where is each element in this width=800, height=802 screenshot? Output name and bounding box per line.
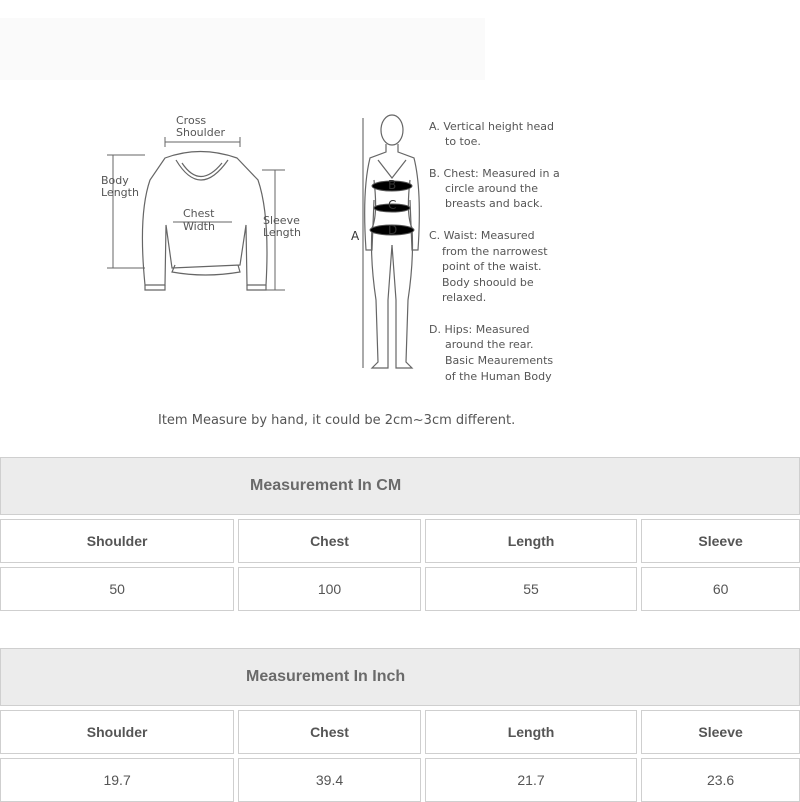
value-chest: 100 [238,567,421,611]
human-figure-illustration [365,115,420,368]
table-cm-header-row [0,515,800,563]
table-cm [0,457,800,611]
legend-c-3: point of the waist. [442,260,542,273]
header-shoulder: Shoulder [0,519,234,563]
sleeve-length-label-2: Length [263,226,301,239]
legend-d-3: Basic Meaurements [445,354,554,367]
table-inch-header-row [0,706,800,754]
header-length: Length [425,519,637,563]
table-inch-value-row [0,754,800,802]
legend-b-1: B. Chest: Measured in a [429,167,560,180]
marker-b: B [388,178,397,192]
legend-c-1: C. Waist: Measured [429,229,535,242]
legend-b-2: circle around the [445,182,538,195]
header-sleeve: Sleeve [641,710,800,754]
header-sleeve: Sleeve [641,519,800,563]
legend-a-2: to toe. [445,135,481,148]
value-length: 55 [425,567,637,611]
header-shoulder: Shoulder [0,710,234,754]
sleeve-length-label-1: Sleeve [263,214,300,227]
value-shoulder: 19.7 [0,758,234,802]
measure-note: Item Measure by hand, it could be 2cm~3cm different. [158,413,516,428]
marker-a: A [351,229,360,243]
body-length-label-2: Length [101,186,139,199]
legend-a-1: A. Vertical height head [429,120,555,133]
value-chest: 39.4 [238,758,421,802]
legend-d-2: around the rear. [445,338,534,351]
legend-c-4: Body shoould be [442,276,534,289]
header-chest: Chest [238,519,421,563]
table-inch-title: Measurement In Inch [246,668,406,685]
legend-d-4: of the Human Body [445,370,552,383]
cross-shoulder-label-1: Cross [176,114,207,127]
table-inch [0,648,800,802]
value-length: 21.7 [425,758,637,802]
legend-d-1: D. Hips: Measured [429,323,530,336]
value-sleeve: 23.6 [641,758,800,802]
marker-d: D [388,223,398,237]
table-inch-title-bar [0,648,800,706]
marker-c: C [388,198,397,212]
chest-width-label-2: Width [183,220,215,233]
table-cm-title-bar [0,457,800,515]
legend-c-5: relaxed. [442,291,487,304]
chest-width-label-1: Chest [183,207,215,220]
cross-shoulder-label-2: Shoulder [176,126,225,139]
body-length-label-1: Body [101,174,129,187]
header-chest: Chest [238,710,421,754]
legend-c-2: from the narrowest [442,245,548,258]
table-cm-title: Measurement In CM [250,477,402,494]
table-cm-value-row [0,563,800,611]
legend-b-3: breasts and back. [445,197,543,210]
value-shoulder: 50 [0,567,234,611]
value-sleeve: 60 [641,567,800,611]
header-length: Length [425,710,637,754]
